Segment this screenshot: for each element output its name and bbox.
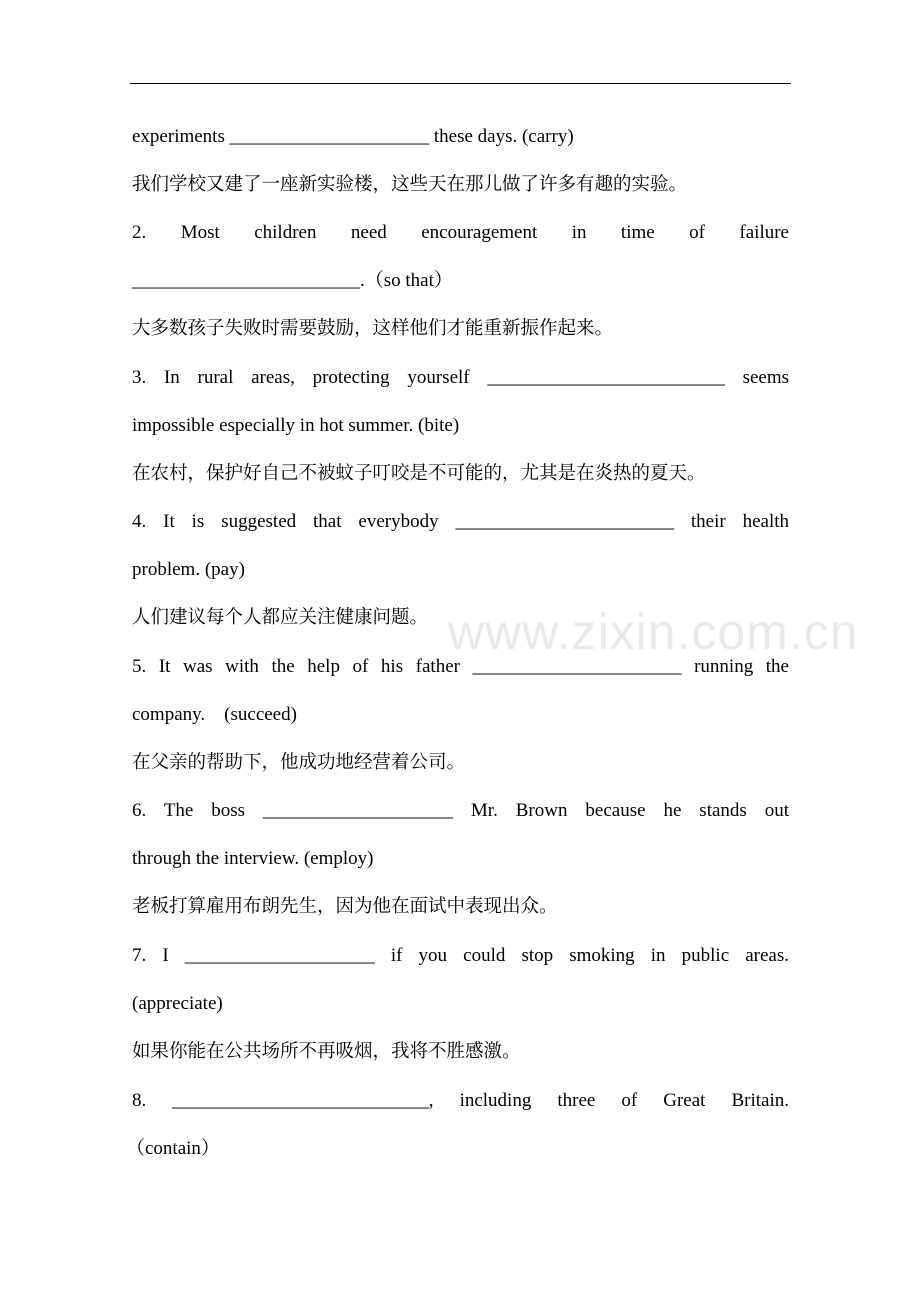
text-line: through the interview. (employ) <box>132 848 374 869</box>
text-line: company. (succeed) <box>132 704 297 725</box>
question-2-line: 2. Most children need encouragement in time of failure <box>132 222 789 243</box>
translation-line: 老板打算雇用布朗先生，因为他在面试中表现出众。 <box>132 896 558 917</box>
translation-line: 人们建议每个人都应关注健康问题。 <box>132 607 429 628</box>
text-line: impossible especially in hot summer. (bite) <box>132 415 460 436</box>
question-8-line: 8. ___________________________, including three of Great Britain. <box>132 1090 789 1111</box>
translation-line: 在农村，保护好自己不被蚊子叮咬是不可能的，尤其是在炎热的夏天。 <box>132 463 706 484</box>
question-3-line: 3. In rural areas, protecting yourself _________________________ seems <box>132 367 789 388</box>
question-5-line: 5. It was with the help of his father ______________________ running the <box>132 656 789 677</box>
translation-line: 在父亲的帮助下，他成功地经营着公司。 <box>132 752 466 773</box>
question-4-line: 4. It is suggested that everybody _______________________ their health <box>132 511 789 532</box>
text-line: ________________________.（so that） <box>132 270 453 291</box>
text-line: experiments _____________________ these days. (carry) <box>132 126 574 147</box>
translation-line: 大多数孩子失败时需要鼓励，这样他们才能重新振作起来。 <box>132 318 614 339</box>
question-6-line: 6. The boss ____________________ Mr. Brown because he stands out <box>132 800 789 821</box>
translation-line: 我们学校又建了一座新实验楼，这些天在那儿做了许多有趣的实验。 <box>132 174 688 195</box>
translation-line: 如果你能在公共场所不再吸烟，我将不胜感激。 <box>132 1041 521 1062</box>
question-7-line: 7. I ____________________ if you could stop smoking in public areas. <box>132 945 789 966</box>
watermark: www.zixin.com.cn <box>448 604 859 660</box>
text-line: problem. (pay) <box>132 559 245 580</box>
text-line: (appreciate) <box>132 993 223 1014</box>
header-rule <box>130 83 791 84</box>
text-line: （contain） <box>126 1138 220 1159</box>
